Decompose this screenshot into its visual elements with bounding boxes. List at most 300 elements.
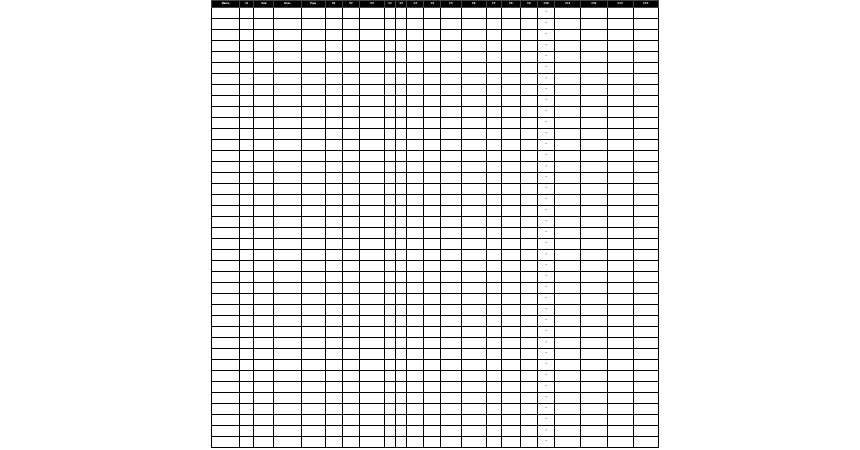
column-header: V1 [325, 1, 342, 8]
table-cell [359, 41, 384, 52]
table-cell [385, 217, 396, 228]
table-cell [441, 41, 461, 52]
table-cell [441, 261, 461, 272]
table-cell [424, 404, 441, 415]
table-cell [385, 250, 396, 261]
column-header: Id [240, 1, 254, 8]
table-cell [607, 393, 633, 404]
table-cell [486, 349, 501, 360]
table-cell [407, 327, 424, 338]
table-cell [359, 19, 384, 30]
table-cell [212, 206, 240, 217]
table-cell [274, 250, 301, 261]
table-cell [441, 118, 461, 129]
table-cell: * [538, 173, 555, 184]
table-cell [461, 30, 486, 41]
table-cell [424, 206, 441, 217]
table-cell [396, 140, 407, 151]
table-cell [325, 41, 342, 52]
table-cell [301, 393, 325, 404]
table-cell [325, 393, 342, 404]
table-cell [396, 85, 407, 96]
table-cell [342, 239, 359, 250]
table-cell [240, 96, 254, 107]
table-cell [501, 404, 520, 415]
table-cell [581, 184, 607, 195]
table-cell [407, 393, 424, 404]
column-header: C1 [385, 1, 396, 8]
table-cell [501, 162, 520, 173]
table-cell [581, 415, 607, 426]
table-cell [461, 52, 486, 63]
table-cell: * [538, 52, 555, 63]
table-cell [254, 349, 274, 360]
table-cell [240, 217, 254, 228]
table-cell [254, 173, 274, 184]
table-cell [212, 151, 240, 162]
table-cell [407, 239, 424, 250]
table-cell [501, 327, 520, 338]
table-cell [486, 382, 501, 393]
table-cell [274, 118, 301, 129]
table-cell [254, 151, 274, 162]
table-cell [607, 217, 633, 228]
table-cell [501, 41, 520, 52]
table-cell [441, 52, 461, 63]
table-cell [396, 360, 407, 371]
table-row [212, 250, 659, 261]
table-cell [501, 360, 520, 371]
table-cell [301, 151, 325, 162]
table-cell [274, 283, 301, 294]
table-cell [301, 206, 325, 217]
table-cell [461, 426, 486, 437]
table-cell [520, 162, 537, 173]
table-cell [212, 19, 240, 30]
table-cell [407, 184, 424, 195]
table-cell [325, 261, 342, 272]
table-cell [607, 294, 633, 305]
table-row [212, 426, 659, 437]
table-cell [520, 283, 537, 294]
table-cell [212, 393, 240, 404]
table-cell [325, 426, 342, 437]
table-cell [359, 8, 384, 19]
table-cell [581, 151, 607, 162]
table-cell [212, 426, 240, 437]
table-cell: * [538, 85, 555, 96]
column-header: C14 [633, 1, 658, 8]
table-cell [396, 316, 407, 327]
table-cell [396, 19, 407, 30]
table-row [212, 437, 659, 448]
table-cell [212, 305, 240, 316]
table-cell [359, 272, 384, 283]
table-cell [342, 382, 359, 393]
table-cell [501, 129, 520, 140]
table-cell [240, 415, 254, 426]
table-cell [424, 316, 441, 327]
table-cell [359, 250, 384, 261]
table-cell [359, 151, 384, 162]
table-cell: * [538, 294, 555, 305]
table-cell [520, 305, 537, 316]
table-cell [520, 8, 537, 19]
table-cell [396, 30, 407, 41]
table-cell [461, 393, 486, 404]
table-cell [486, 294, 501, 305]
table-cell [424, 426, 441, 437]
table-cell [407, 107, 424, 118]
table-cell: * [538, 63, 555, 74]
table-cell [212, 63, 240, 74]
table-cell [212, 118, 240, 129]
table-cell [486, 96, 501, 107]
table-cell [581, 129, 607, 140]
table-cell [607, 283, 633, 294]
table-cell [342, 162, 359, 173]
table-cell [520, 184, 537, 195]
table-cell [342, 283, 359, 294]
table-cell [385, 327, 396, 338]
column-header: C11 [555, 1, 581, 8]
table-cell [212, 217, 240, 228]
table-cell [633, 371, 658, 382]
table-row [212, 349, 659, 360]
table-cell [486, 371, 501, 382]
table-cell [396, 151, 407, 162]
table-cell [441, 327, 461, 338]
table-cell [407, 349, 424, 360]
table-cell [240, 173, 254, 184]
table-cell [274, 426, 301, 437]
table-cell [301, 217, 325, 228]
table-cell [396, 305, 407, 316]
table-cell [359, 173, 384, 184]
table-cell [301, 415, 325, 426]
table-cell [441, 19, 461, 30]
table-cell [342, 327, 359, 338]
table-cell [359, 338, 384, 349]
table-cell: * [538, 8, 555, 19]
table-cell [240, 261, 254, 272]
table-cell [581, 173, 607, 184]
table-cell [254, 41, 274, 52]
table-cell [607, 184, 633, 195]
table-cell [342, 129, 359, 140]
table-cell [396, 173, 407, 184]
table-cell [274, 360, 301, 371]
table-cell [385, 239, 396, 250]
table-cell [555, 250, 581, 261]
table-cell [407, 140, 424, 151]
table-cell [555, 173, 581, 184]
table-cell [555, 41, 581, 52]
table-cell [325, 272, 342, 283]
table-cell [359, 129, 384, 140]
table-cell [520, 41, 537, 52]
table-cell [633, 327, 658, 338]
table-cell [240, 283, 254, 294]
table-cell [520, 129, 537, 140]
table-cell [520, 338, 537, 349]
table-cell [342, 74, 359, 85]
table-cell [555, 327, 581, 338]
table-cell [212, 250, 240, 261]
table-cell [359, 294, 384, 305]
table-cell [274, 85, 301, 96]
table-cell [325, 371, 342, 382]
table-cell [461, 239, 486, 250]
table-cell [240, 393, 254, 404]
table-cell [385, 151, 396, 162]
table-cell [441, 217, 461, 228]
table-cell: * [538, 19, 555, 30]
table-cell [633, 426, 658, 437]
table-cell [501, 107, 520, 118]
table-cell [301, 305, 325, 316]
table-cell [407, 338, 424, 349]
table-cell [240, 294, 254, 305]
table-cell [581, 437, 607, 448]
table-row [212, 85, 659, 96]
table-row [212, 327, 659, 338]
table-cell [486, 305, 501, 316]
table-cell [555, 140, 581, 151]
table-cell [486, 261, 501, 272]
table-cell: * [538, 107, 555, 118]
table-cell: * [538, 30, 555, 41]
table-cell [520, 250, 537, 261]
table-cell [501, 228, 520, 239]
table-cell [461, 415, 486, 426]
table-row [212, 184, 659, 195]
table-cell [325, 294, 342, 305]
table-cell [581, 162, 607, 173]
table-cell [301, 184, 325, 195]
table-cell [407, 426, 424, 437]
table-cell [385, 85, 396, 96]
table-cell [385, 140, 396, 151]
table-cell [254, 228, 274, 239]
table-cell [301, 360, 325, 371]
table-cell [520, 195, 537, 206]
table-cell [407, 360, 424, 371]
table-cell [385, 305, 396, 316]
table-cell [301, 283, 325, 294]
table-cell [385, 360, 396, 371]
table-header [212, 1, 659, 8]
table-cell [424, 393, 441, 404]
table-cell [581, 327, 607, 338]
table-cell [342, 426, 359, 437]
table-cell [633, 30, 658, 41]
table-cell [407, 173, 424, 184]
table-row [212, 404, 659, 415]
table-cell [424, 360, 441, 371]
table-cell [254, 8, 274, 19]
table-cell [607, 19, 633, 30]
table-cell [555, 371, 581, 382]
table-row [212, 382, 659, 393]
table-cell [441, 206, 461, 217]
table-cell [240, 316, 254, 327]
table-cell [407, 85, 424, 96]
table-cell [274, 63, 301, 74]
table-cell [254, 30, 274, 41]
table-cell [274, 173, 301, 184]
table-cell [461, 107, 486, 118]
table-cell [274, 129, 301, 140]
table-cell [486, 52, 501, 63]
table-cell [555, 74, 581, 85]
table-cell [486, 272, 501, 283]
table-cell [301, 349, 325, 360]
table-cell [581, 393, 607, 404]
table-cell [486, 327, 501, 338]
table-cell: * [538, 184, 555, 195]
table-cell [607, 85, 633, 96]
table-cell [520, 118, 537, 129]
table-cell [501, 283, 520, 294]
table-cell [212, 283, 240, 294]
table-cell [520, 415, 537, 426]
table-cell [607, 74, 633, 85]
table-cell [407, 316, 424, 327]
table-cell [342, 195, 359, 206]
table-cell [301, 250, 325, 261]
table-cell [212, 41, 240, 52]
table-cell [385, 371, 396, 382]
table-cell [359, 184, 384, 195]
column-header: C7 [486, 1, 501, 8]
table-cell: * [538, 327, 555, 338]
table-cell [407, 118, 424, 129]
table-cell [441, 184, 461, 195]
table-cell [407, 63, 424, 74]
table-cell [254, 437, 274, 448]
table-cell: * [538, 415, 555, 426]
column-header: C4 [424, 1, 441, 8]
table-cell [254, 371, 274, 382]
table-cell [501, 63, 520, 74]
table-cell [520, 426, 537, 437]
table-cell [342, 437, 359, 448]
table-cell [461, 184, 486, 195]
table-cell [325, 360, 342, 371]
table-row [212, 338, 659, 349]
table-cell [254, 239, 274, 250]
table-cell [240, 404, 254, 415]
table-cell [359, 360, 384, 371]
table-cell [633, 107, 658, 118]
table-cell [325, 415, 342, 426]
table-cell [633, 41, 658, 52]
table-cell [274, 228, 301, 239]
table-cell [520, 96, 537, 107]
table-cell [424, 151, 441, 162]
table-cell [359, 52, 384, 63]
table-cell [274, 140, 301, 151]
table-cell [607, 437, 633, 448]
table-cell [240, 63, 254, 74]
table-cell [274, 217, 301, 228]
table-cell [441, 437, 461, 448]
table-cell [254, 195, 274, 206]
table-cell [501, 316, 520, 327]
table-cell [441, 173, 461, 184]
table-cell [486, 393, 501, 404]
table-cell [501, 393, 520, 404]
table-cell [396, 338, 407, 349]
table-cell [461, 371, 486, 382]
table-cell [396, 118, 407, 129]
table-cell [212, 294, 240, 305]
table-row [212, 316, 659, 327]
table-cell [212, 162, 240, 173]
table-cell [240, 360, 254, 371]
table-cell [385, 382, 396, 393]
table-cell [555, 305, 581, 316]
table-cell [581, 283, 607, 294]
table-cell [555, 195, 581, 206]
column-header: Type [301, 1, 325, 8]
table-cell [212, 195, 240, 206]
table-cell [424, 85, 441, 96]
table-cell [254, 162, 274, 173]
table-cell [501, 338, 520, 349]
table-cell [486, 239, 501, 250]
table-cell [607, 239, 633, 250]
table-cell [212, 437, 240, 448]
table-cell [607, 404, 633, 415]
table-cell [301, 261, 325, 272]
table-cell: * [538, 206, 555, 217]
table-cell [581, 52, 607, 63]
table-cell [633, 85, 658, 96]
table-cell [501, 371, 520, 382]
table-cell [581, 85, 607, 96]
table-cell [461, 19, 486, 30]
table-cell [240, 151, 254, 162]
table-cell [520, 437, 537, 448]
table-cell [555, 52, 581, 63]
table-cell [581, 426, 607, 437]
table-cell [385, 437, 396, 448]
table-cell [407, 437, 424, 448]
table-cell [396, 184, 407, 195]
table-cell [396, 217, 407, 228]
table-cell [607, 52, 633, 63]
table-cell: * [538, 360, 555, 371]
table-row [212, 228, 659, 239]
table-cell [396, 371, 407, 382]
table-cell [325, 96, 342, 107]
table-cell [424, 74, 441, 85]
table-cell [555, 437, 581, 448]
table-cell [342, 261, 359, 272]
table-cell [274, 19, 301, 30]
table-cell [461, 195, 486, 206]
table-cell [461, 173, 486, 184]
column-header: C5 [441, 1, 461, 8]
table-cell [240, 140, 254, 151]
table-cell [274, 272, 301, 283]
table-cell [501, 96, 520, 107]
table-cell [301, 85, 325, 96]
table-cell [212, 382, 240, 393]
table-cell [301, 30, 325, 41]
